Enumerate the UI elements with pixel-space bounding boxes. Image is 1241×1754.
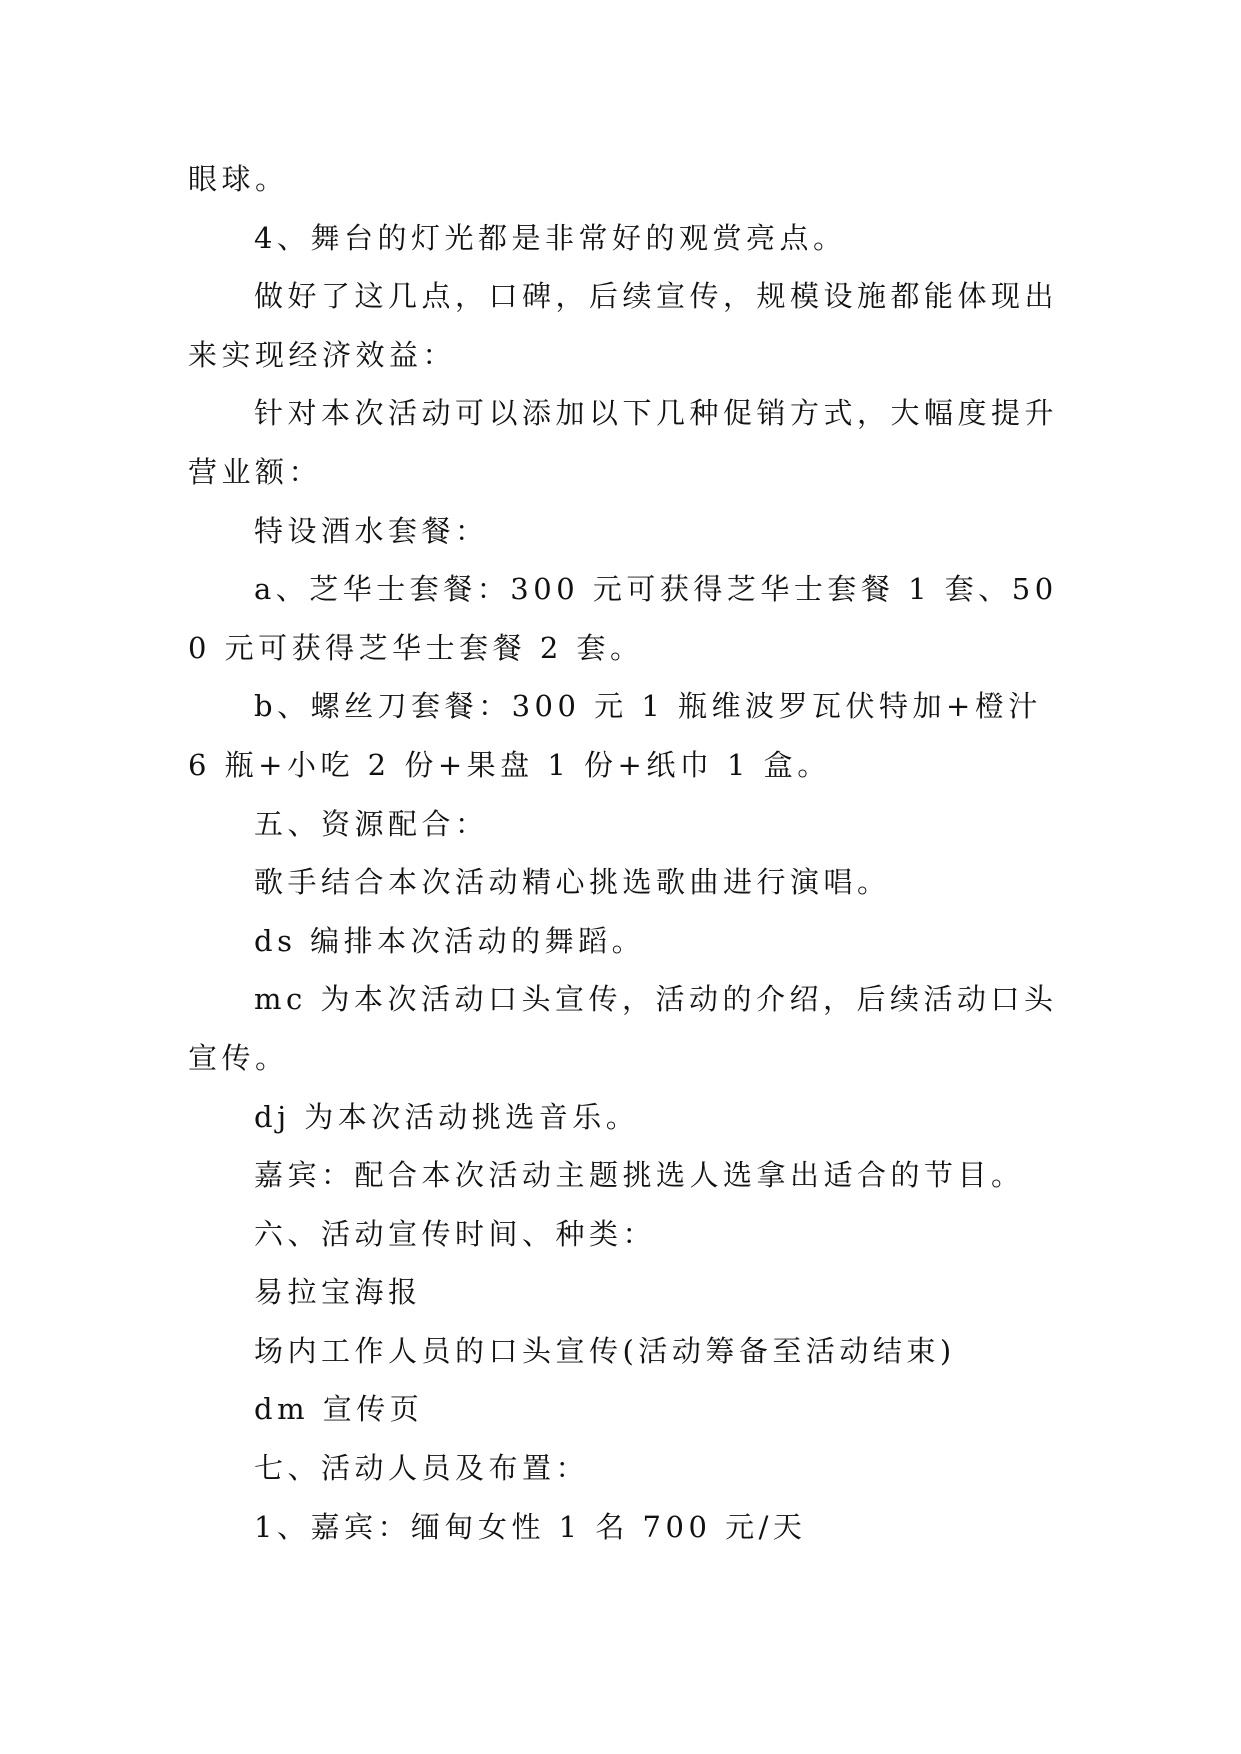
section-heading: 五、资源配合：: [254, 806, 489, 841]
paragraph: 眼球。: [188, 162, 289, 196]
paragraph: dj 为本次活动挑选音乐。: [254, 1099, 640, 1134]
paragraph: 歌手结合本次活动精心挑选歌曲进行演唱。: [254, 865, 891, 900]
section-heading: 六、活动宣传时间、种类：: [254, 1216, 657, 1251]
paragraph: 针对本次活动可以添加以下几种促销方式，大幅度提升营业额：: [188, 396, 1059, 489]
document-body: [188, 150, 1060, 1556]
paragraph: mc 为本次活动口头宣传，活动的介绍，后续活动口头宣传。: [188, 982, 1058, 1075]
paragraph: 场内工作人员的口头宣传(活动筹备至活动结束): [254, 1333, 956, 1368]
paragraph: 1、嘉宾：缅甸女性 1 名 700 元/天: [254, 1509, 807, 1544]
paragraph: 易拉宝海报: [254, 1275, 422, 1310]
paragraph: b、螺丝刀套餐：300 元 1 瓶维波罗瓦伏特加+橙汁 6 瓶+小吃 2 份+果盘 1 份+纸巾 1 盒。: [188, 689, 1042, 782]
paragraph: a、芝华士套餐：300 元可获得芝华士套餐 1 套、500 元可获得芝华士套餐 2 套。: [188, 572, 1058, 665]
paragraph: 嘉宾：配合本次活动主题挑选人选拿出适合的节目。: [254, 1158, 1025, 1193]
paragraph: ds 编排本次活动的舞蹈。: [254, 923, 646, 958]
paragraph: dm 宣传页: [254, 1392, 424, 1427]
paragraph: 4、舞台的灯光都是非常好的观赏亮点。: [254, 220, 847, 255]
paragraph: 特设酒水套餐：: [254, 513, 489, 548]
section-heading: 七、活动人员及布置：: [254, 1451, 590, 1486]
paragraph: 做好了这几点，口碑，后续宣传，规模设施都能体现出来实现经济效益：: [188, 279, 1059, 372]
